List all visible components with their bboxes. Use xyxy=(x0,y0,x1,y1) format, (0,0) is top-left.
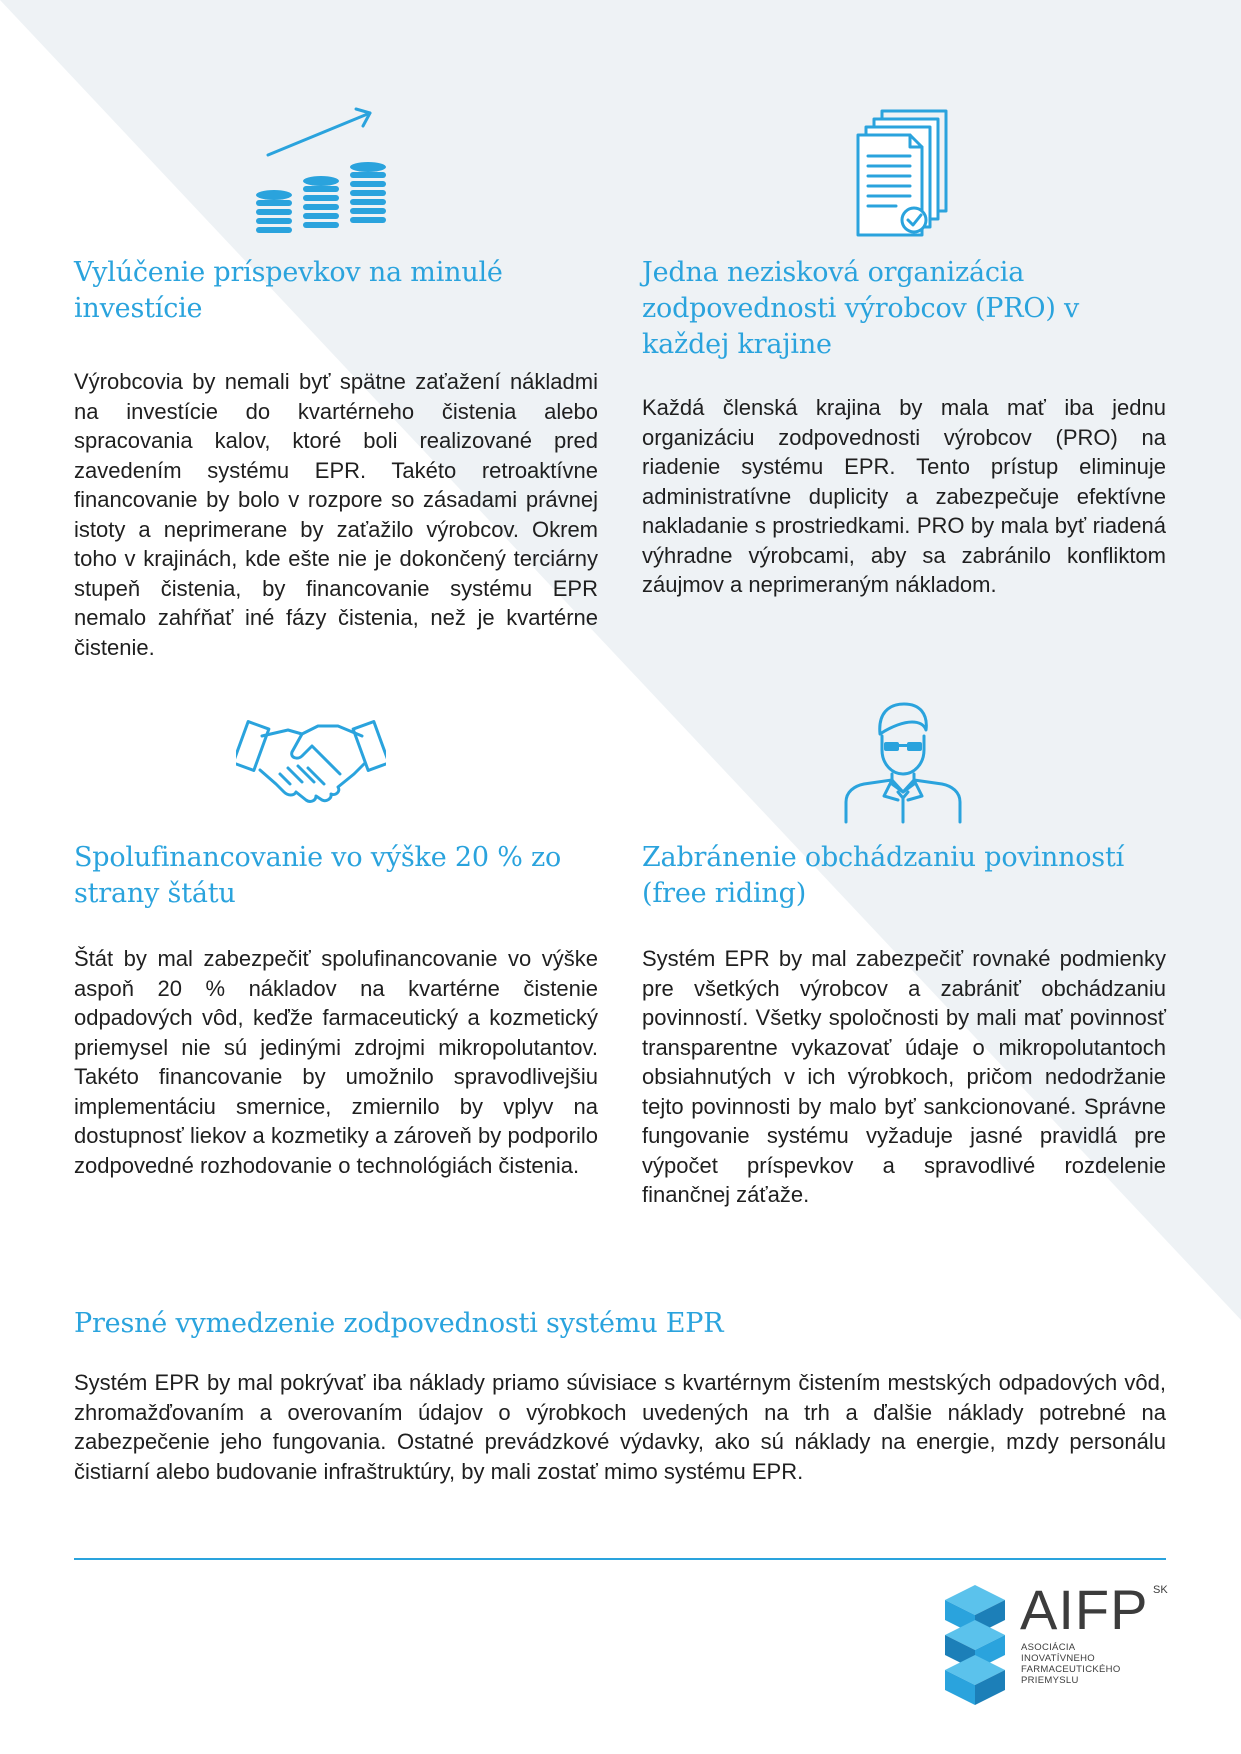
section-epr-scope xyxy=(74,1306,1166,1486)
section-title: Presné vymedzenie zodpovednosti systému EPR xyxy=(74,1308,724,1339)
section-title: Vylúčenie príspevkov na minulé investície xyxy=(74,257,503,324)
section-title: Spolufinancovanie vo výške 20 % zo strany štátu xyxy=(74,842,562,909)
logo-subtitle-line: PRIEMYSLU xyxy=(1021,1675,1079,1686)
section-free-riding xyxy=(642,840,1166,1210)
logo-subtitle xyxy=(1021,1642,1121,1686)
logo-subtitle-line: ASOCIÁCIA xyxy=(1021,1642,1076,1653)
section-title: Zabránenie obchádzaniu povinností (free riding) xyxy=(642,842,1125,909)
section-single-pro xyxy=(642,255,1166,600)
aifp-logo-mark-icon xyxy=(935,1580,1015,1710)
coins-growth-icon xyxy=(250,105,390,240)
section-title: Jedna nezisková organizácia zodpovednosti výrobcov (PRO) v každej krajine xyxy=(642,257,1080,360)
documents-check-icon xyxy=(852,108,952,238)
section-body: Systém EPR by mal zabezpečiť rovnaké podmienky pre všetkých výrobcov a zabrániť obchádzaniu povinností. Všetky spoločnosti by mali mať povinnosť transparentne vykazovať údaje o mikropolutantoch obsiahnutých v ich výrobkoch, pričom nedodržanie tejto povinnosti by malo byť sankcionované. Správne fungovanie systému vyžaduje jasné pravidlá pre výpočet príspevkov a spravodlivé rozdelenie finančnej záťaže. xyxy=(642,946,1166,1207)
logo-subtitle-line: INOVATÍVNEHO xyxy=(1021,1653,1095,1664)
section-past-investments xyxy=(74,255,598,662)
section-body: Každá členská krajina by mala mať iba jednu organizáciu zodpovednosti výrobcov (PRO) na riadenie systému EPR. Tento prístup eliminuje administratívne duplicity a zabezpečuje efektívne nakladanie s prostriedkami. PRO by mala byť riadená výhradne výrobcami, aby sa zabránilo konfliktom záujmov a neprimeraným nákladom. xyxy=(642,395,1166,597)
handshake-icon xyxy=(236,712,386,807)
section-body: Systém EPR by mal pokrývať iba náklady priamo súvisiace s kvartérnym čistením mestských odpadových vôd, zhromažďovaním a overovaním údajov o výrobkoch uvedených na trh a ďalšie náklady potrebné na zabezpečenie jeho fungovania. Ostatné prevádzkové výdavky, ako sú náklady na energie, mzdy personálu čistiarní alebo budovanie infraštruktúry, by mali zostať mimo systému EPR. xyxy=(74,1370,1166,1484)
person-sunglasses-icon xyxy=(840,700,965,825)
footer-divider xyxy=(74,1558,1166,1560)
section-body: Výrobcovia by nemali byť spätne zaťažení nákladmi na investície do kvartérneho čistenia alebo spracovania kalov, ktoré boli realizované pred zavedením systému EPR. Takéto retroaktívne financovanie by bolo v rozpore so zásadami právnej istoty a neprimerane by zaťažilo výrobcov. Okrem toho v krajinách, kde ešte nie je dokončený terciárny stupeň čistenia, by financovanie systému EPR nemalo zahŕňať iné fázy čistenia, než je kvartérne čistenie. xyxy=(74,369,598,660)
section-body: Štát by mal zabezpečiť spolufinancovanie vo výške aspoň 20 % nákladov na kvartérne čistenie odpadových vôd, keďže farmaceutický a kozmetický priemysel nie sú jedinými zdrojmi mikropolutantov. Takéto financovanie by umožnilo spravodlivejšiu implementáciu smernice, zmiernilo by vplyv na dostupnosť liekov a kozmetiky a zároveň by podporilo zodpovedné rozhodovanie o technológiách čistenia. xyxy=(74,946,598,1178)
aifp-logo xyxy=(935,1580,1175,1710)
logo-subtitle-line: FARMACEUTICKÉHO xyxy=(1021,1664,1121,1675)
logo-wordmark: AIFP xyxy=(1020,1578,1149,1641)
logo-superscript: SK xyxy=(1153,1584,1168,1596)
section-state-cofinancing xyxy=(74,840,598,1180)
